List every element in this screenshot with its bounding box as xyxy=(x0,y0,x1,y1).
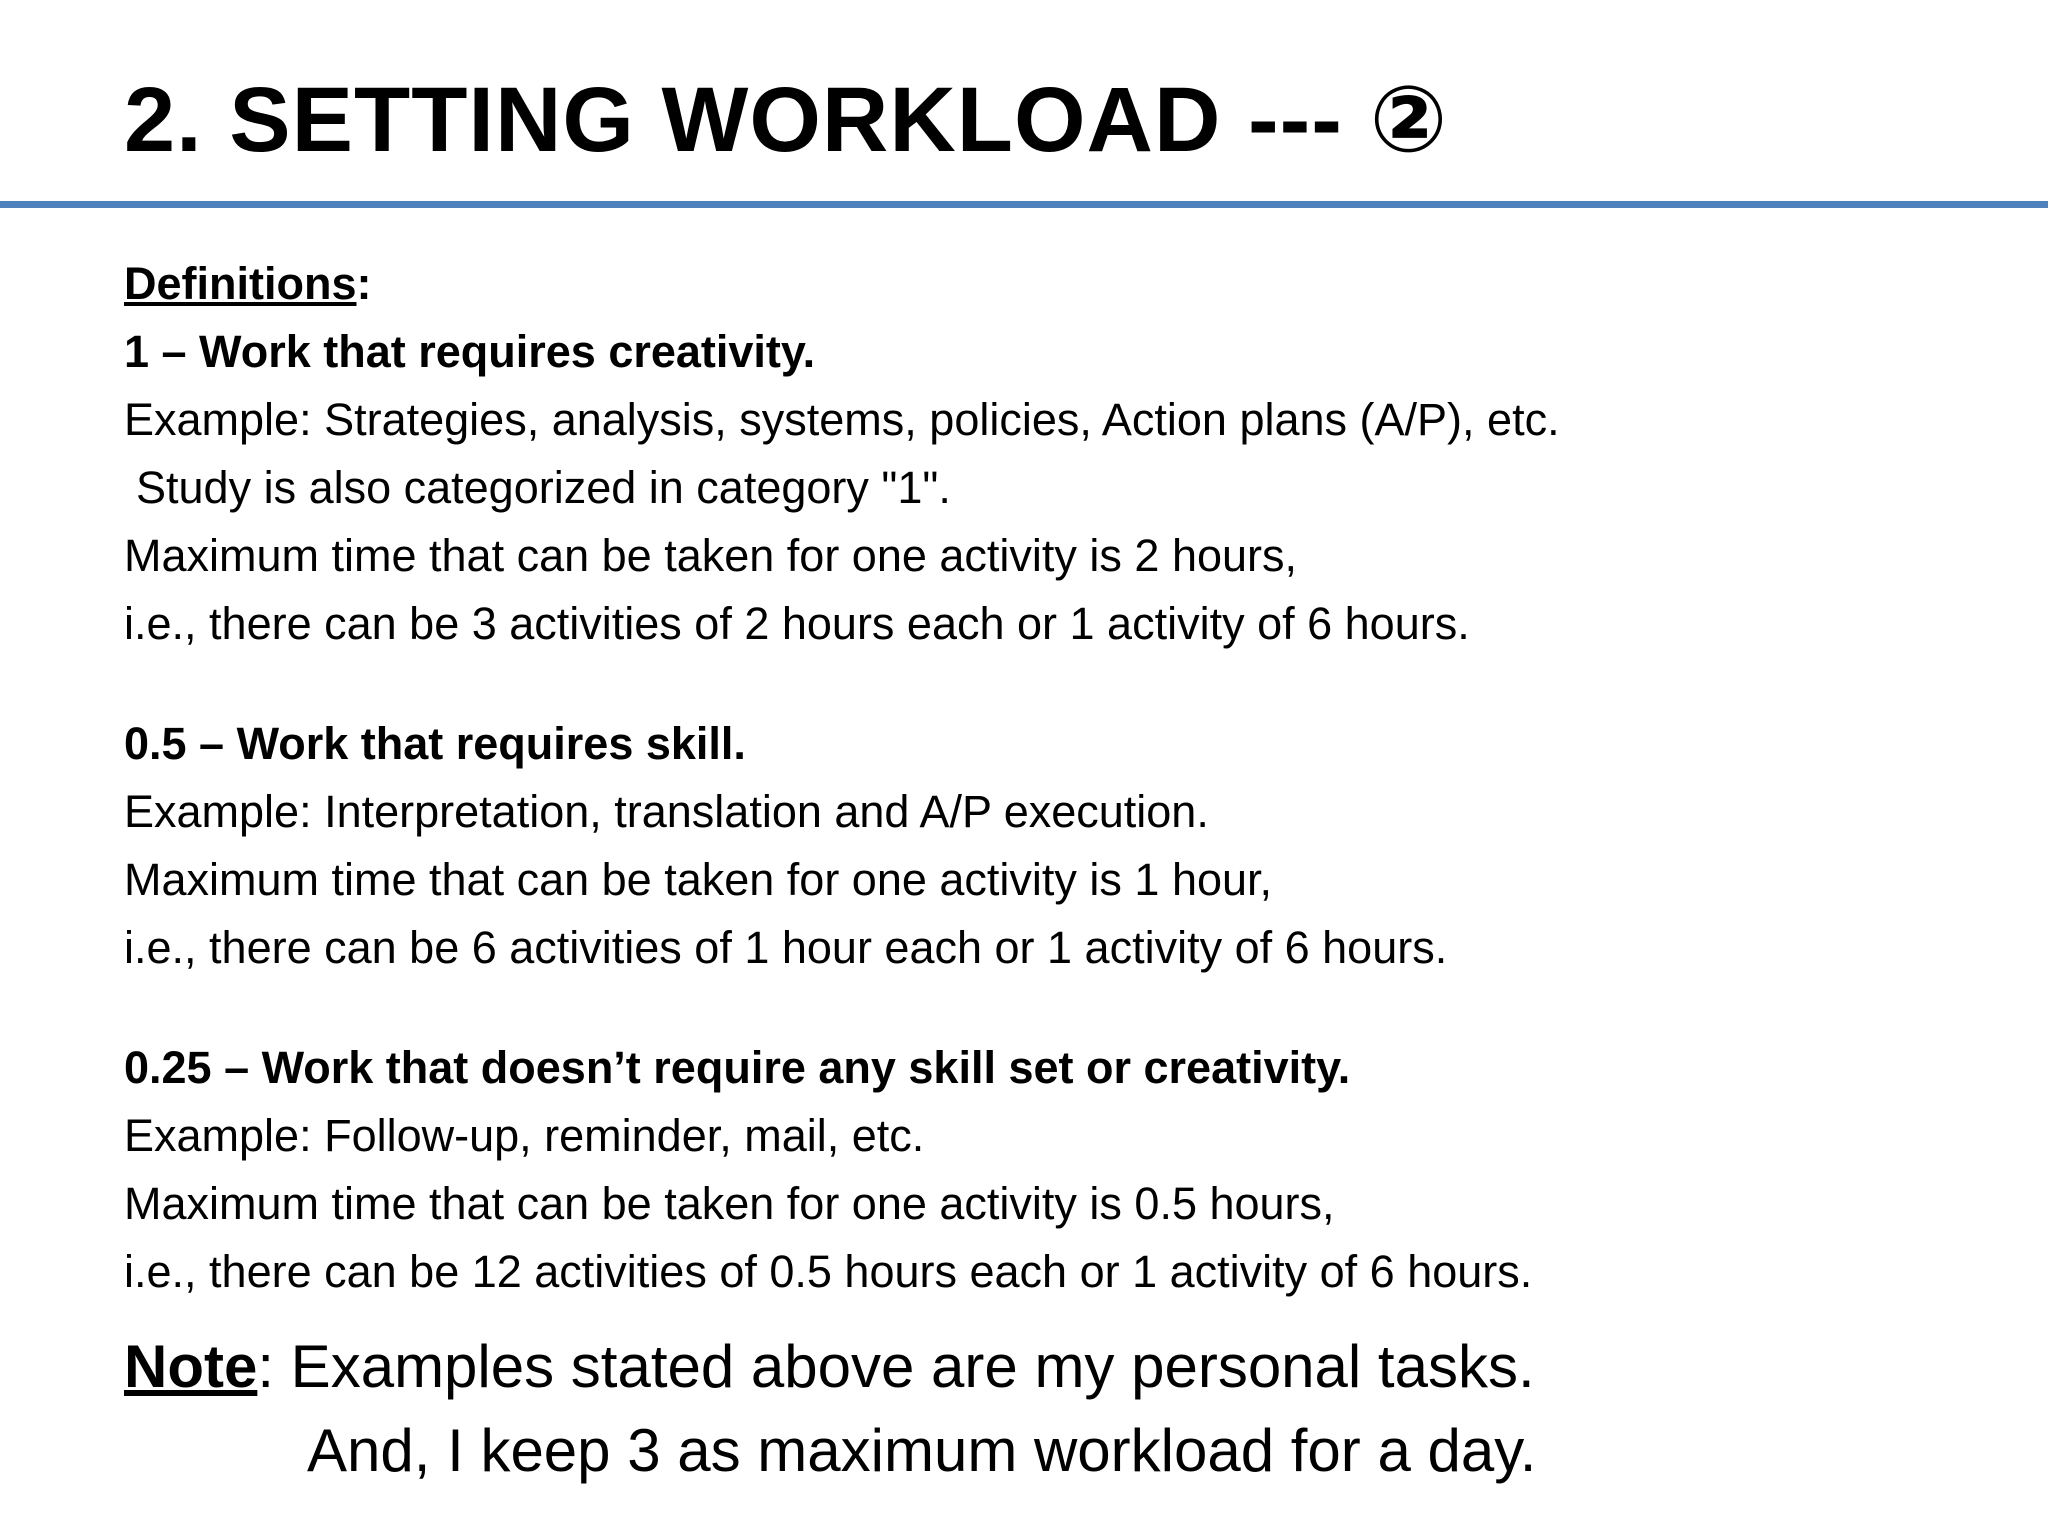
section-1-heading: 1 – Work that requires creativity. xyxy=(124,326,816,377)
note-line-1 xyxy=(124,1325,1536,1409)
section-1-study-note: Study is also categorized in category "1". xyxy=(136,462,951,513)
section-gap xyxy=(124,982,2004,1034)
section-2-example: Example: Interpretation, translation and A/P execution. xyxy=(124,786,1209,837)
definitions-colon: : xyxy=(356,258,372,309)
note-text: : Examples stated above are my personal tasks. xyxy=(257,1333,1535,1400)
title-divider xyxy=(0,201,2048,208)
section-3-example: Example: Follow-up, reminder, mail, etc. xyxy=(124,1110,925,1161)
section-3-max-time: Maximum time that can be taken for one activity is 0.5 hours, xyxy=(124,1178,1335,1229)
note-label: Note xyxy=(124,1333,258,1400)
definitions-label: Definitions xyxy=(124,258,357,309)
note-block xyxy=(124,1325,1536,1493)
section-2-heading: 0.5 – Work that requires skill. xyxy=(124,718,746,769)
section-1-max-time: Maximum time that can be taken for one activity is 2 hours, xyxy=(124,530,1298,581)
section-3-ie: i.e., there can be 12 activities of 0.5 hours each or 1 activity of 6 hours. xyxy=(124,1246,1533,1297)
section-1-ie: i.e., there can be 3 activities of 2 hours each or 1 activity of 6 hours. xyxy=(124,598,1470,649)
slide-title: 2. SETTING WORKLOAD --- ② xyxy=(124,69,1449,171)
definitions-heading xyxy=(124,250,2004,318)
section-3-heading: 0.25 – Work that doesn’t require any skill set or creativity. xyxy=(124,1042,1351,1093)
section-gap xyxy=(124,658,2004,710)
section-2-ie: i.e., there can be 6 activities of 1 hour each or 1 activity of 6 hours. xyxy=(124,922,1448,973)
section-2-max-time: Maximum time that can be taken for one activity is 1 hour, xyxy=(124,854,1273,905)
definitions-block xyxy=(124,250,2004,1306)
note-line-2: And, I keep 3 as maximum workload for a day. xyxy=(307,1417,1537,1484)
section-1-example: Example: Strategies, analysis, systems, policies, Action plans (A/P), etc. xyxy=(124,394,1560,445)
